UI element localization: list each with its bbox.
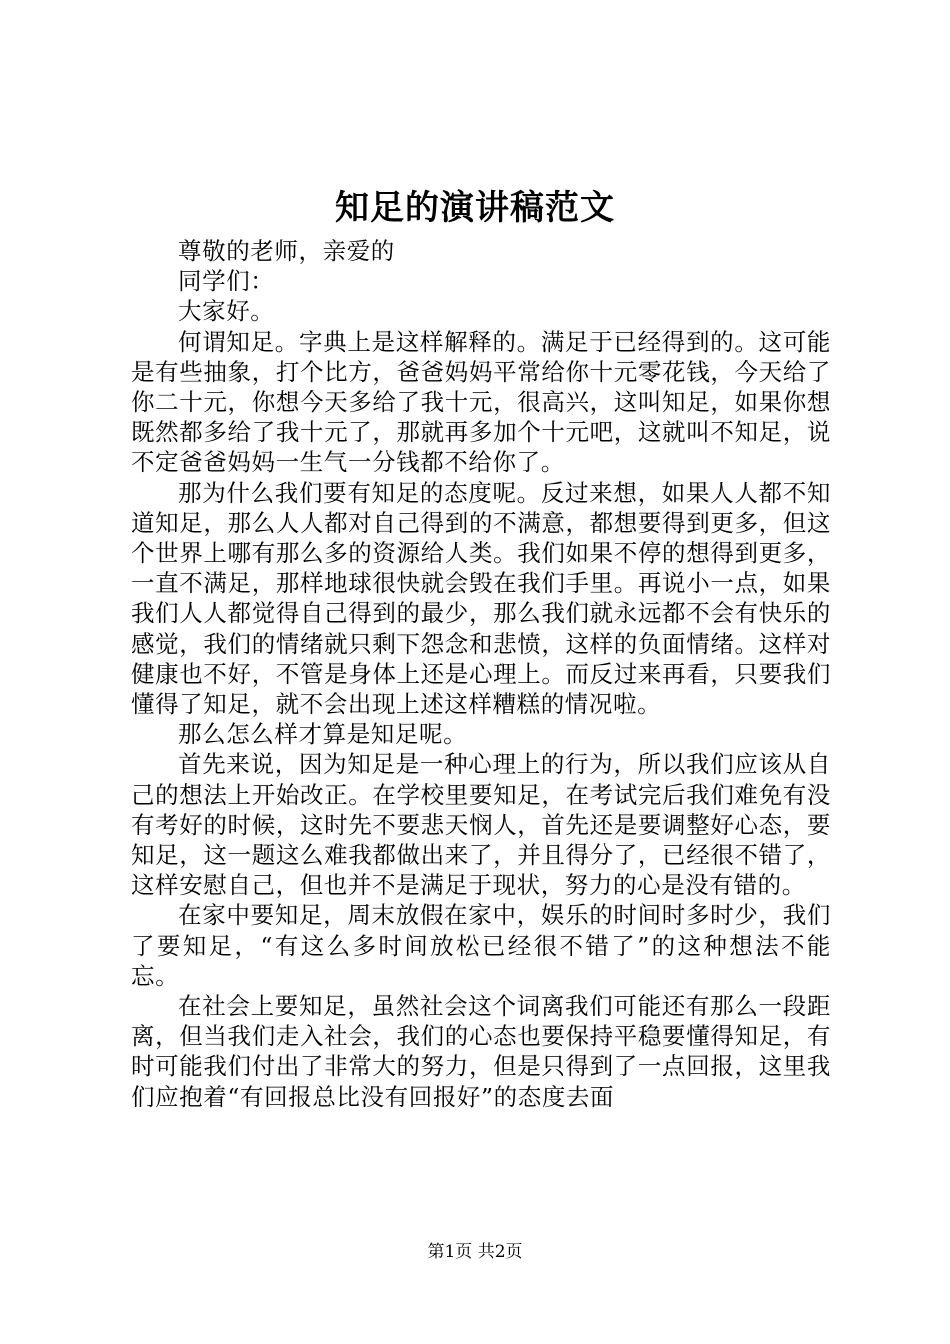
paragraph: 首先来说，因为知足是一种心理上的行为，所以我们应该从自己的想法上开始改正。在学校里要知足，在考试完后我们难免有没有考好的时候，这时先不要悲天悯人，首先还是要调整好心态，要知足，这一题这么难我都做出来了，并且得分了，已经很不错了，这样安慰自己，但也并不是满足于现状，努力的心是没有错的。 — [131, 750, 831, 900]
paragraph-audience: 同学们： — [178, 267, 275, 296]
page-title: 知足的演讲稿范文 — [335, 188, 615, 228]
paragraph: 那为什么我们要有知足的态度呢。反过来想，如果人人都不知道知足，那么人人都对自己得到的不满意，都想要得到更多，但这个世界上哪有那么多的资源给人类。我们如果不停的想得到更多，一直不满足，那样地球很快就会毁在我们手里。再说小一点，如果我们人人都觉得自己得到的最少，那么我们就永远都不会有快乐的感觉，我们的情绪就只剩下怨念和悲愤，这样的负面情绪。这样对健康也不好，不管是身体上还是心理上。而反过来再看，只要我们懂得了知足，就不会出现上述这样糟糕的情况啦。 — [131, 478, 831, 719]
document-body — [131, 236, 831, 1112]
paragraph: 那么怎么样才算是知足呢。 — [178, 720, 468, 749]
paragraph: 在家中要知足，周末放假在家中，娱乐的时间时多时少，我们了要知足，“有这么多时间放松已经很不错了”的这种想法不能忘。 — [131, 901, 831, 990]
page-footer: 第1页 共2页 — [427, 1242, 523, 1262]
paragraph: 何谓知足。字典上是这样解释的。满足于已经得到的。这可能是有些抽象，打个比方，爸爸妈妈平常给你十元零花钱，今天给了你二十元，你想今天多给了我十元，很高兴，这叫知足，如果你想既然都多给了我十元了，那就再多加个十元吧，这就叫不知足，说不定爸爸妈妈一生气一分钱都不给你了。 — [131, 327, 831, 477]
paragraph: 在社会上要知足，虽然社会这个词离我们可能还有那么一段距离，但当我们走入社会，我们的心态也要保持平稳要懂得知足，有时可能我们付出了非常大的努力，但是只得到了一点回报，这里我们应抱着“有回报总比没有回报好”的态度去面 — [131, 992, 831, 1111]
paragraph-greeting: 尊敬的老师，亲爱的 — [178, 237, 395, 265]
paragraph-hello: 大家好。 — [178, 297, 275, 326]
